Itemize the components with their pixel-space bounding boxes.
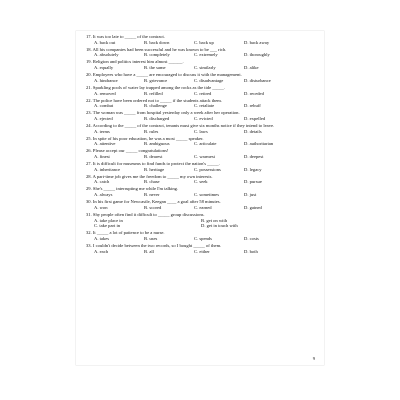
question-list bbox=[86, 34, 316, 256]
answer-option: A. catch bbox=[94, 179, 110, 185]
document-page bbox=[76, 31, 324, 365]
question-item bbox=[86, 47, 316, 58]
answer-option: D. back away bbox=[244, 39, 270, 45]
answer-options bbox=[86, 218, 316, 229]
answer-option: D. legacy bbox=[244, 166, 262, 172]
answer-option: A. back out bbox=[94, 39, 116, 45]
question-stem: 18. All his companies had been successful and he was known to be ___ rich. bbox=[86, 46, 227, 52]
answer-option: A. absolutely bbox=[94, 52, 119, 58]
answer-option: B. refilled bbox=[144, 90, 163, 96]
question-item bbox=[86, 186, 316, 197]
question-stem: 19. Religion and politics interest him almost ______. bbox=[86, 59, 184, 65]
answer-option: A. takes bbox=[94, 235, 110, 241]
answer-option: A. combat bbox=[94, 103, 114, 109]
answer-option: B. scored bbox=[144, 204, 162, 210]
answer-option: B. ambiguous bbox=[144, 141, 170, 147]
question-stem: 32. It _____ a lot of patience to be a nurse. bbox=[86, 230, 165, 236]
answer-option: D. get in touch with bbox=[201, 223, 238, 229]
answer-option: B. challenge bbox=[144, 103, 167, 109]
answer-option: D. details bbox=[244, 128, 262, 134]
answer-option: C. earned bbox=[194, 204, 212, 210]
answer-option: D. costs bbox=[244, 235, 259, 241]
answer-options bbox=[86, 141, 316, 147]
answer-option: B. back down bbox=[144, 39, 170, 45]
answer-option: C. either bbox=[194, 248, 210, 254]
answer-options bbox=[86, 167, 316, 173]
question-item bbox=[86, 34, 316, 45]
answer-options bbox=[86, 103, 316, 109]
answer-option: C. retaliate bbox=[194, 103, 215, 109]
answer-option: B. grievance bbox=[144, 77, 168, 83]
question-stem: 21. Sparkling pools of water lay trapped among the rocks as the tide _____. bbox=[86, 84, 225, 90]
question-item bbox=[86, 110, 316, 121]
question-stem: 26. Please accept our _____ congratulations! bbox=[86, 148, 169, 154]
answer-option: A. each bbox=[94, 248, 109, 254]
answer-option: B. rules bbox=[144, 128, 159, 134]
answer-option: C. sometimes bbox=[194, 192, 220, 198]
question-stem: 20. Employees who have a _____ are encouraged to discuss it with the management. bbox=[86, 72, 242, 78]
question-stem: 22. The police have been ordered not to _____ if the students attack them. bbox=[86, 97, 223, 103]
question-item bbox=[86, 161, 316, 172]
answer-option: C. seek bbox=[194, 179, 208, 185]
question-item bbox=[86, 98, 316, 109]
answer-option: A. won bbox=[94, 204, 108, 210]
question-stem: 17. It was too late to _____ of the contract. bbox=[86, 34, 165, 39]
answer-option: A. always bbox=[94, 192, 113, 198]
question-item bbox=[86, 136, 316, 147]
answer-option: C. laws bbox=[194, 128, 208, 134]
answer-option: D. rebuff bbox=[244, 103, 261, 109]
answer-option: D. deepest bbox=[244, 154, 264, 160]
question-stem: 31. Shy people often find it difficult to _____ group discussions. bbox=[86, 211, 205, 217]
answer-option: D. authoritarian bbox=[244, 141, 274, 147]
question-item bbox=[86, 199, 316, 210]
answer-options bbox=[86, 129, 316, 135]
answer-option: A. removed bbox=[94, 90, 116, 96]
question-stem: 24. According to the _____ of the contract, tenants must give six months notice if they intend to leave. bbox=[86, 122, 275, 128]
question-item bbox=[86, 212, 316, 229]
answer-option: B. the same bbox=[144, 65, 166, 71]
answer-option: D. receded bbox=[244, 90, 264, 96]
question-item bbox=[86, 174, 316, 185]
answer-option: A. take place in bbox=[94, 217, 123, 223]
question-item bbox=[86, 85, 316, 96]
question-stem: 27. It is difficult for museums to find funds to protect the nation's _____. bbox=[86, 161, 220, 167]
answer-option: C. disadvantage bbox=[194, 77, 224, 83]
answer-option: D. disturbance bbox=[244, 77, 271, 83]
question-item bbox=[86, 72, 316, 83]
answer-option: B. heritage bbox=[144, 166, 165, 172]
answer-option: C. similarly bbox=[194, 65, 216, 71]
answer-option: A. equally bbox=[94, 65, 114, 71]
answer-options bbox=[86, 78, 316, 84]
answer-option: D. thoroughly bbox=[244, 52, 270, 58]
answer-option: B. never bbox=[144, 192, 160, 198]
answer-option: B. discharged bbox=[144, 115, 170, 121]
answer-options bbox=[86, 65, 316, 71]
question-item bbox=[86, 148, 316, 159]
answer-option: B. all bbox=[144, 248, 154, 254]
answer-option: A. finest bbox=[94, 154, 110, 160]
answer-options bbox=[86, 52, 316, 58]
answer-option: A. hindrance bbox=[94, 77, 118, 83]
question-stem: 30. In his first game for Newcastle, Keegan ____ a goal after 58 minutes. bbox=[86, 199, 221, 205]
answer-option: C. retired bbox=[194, 90, 212, 96]
answer-option: C. articulate bbox=[194, 141, 217, 147]
answer-option: C. take part in bbox=[94, 223, 121, 229]
answer-option: B. get on with bbox=[201, 217, 228, 223]
answer-option: D. gained bbox=[244, 204, 262, 210]
answer-option: B. chase bbox=[144, 179, 160, 185]
answer-options bbox=[86, 40, 316, 46]
answer-option: C. extremely bbox=[194, 52, 218, 58]
question-item bbox=[86, 230, 316, 241]
page-number: 9 bbox=[312, 356, 315, 361]
answer-option: A. attentive bbox=[94, 141, 116, 147]
answer-option: C. warmest bbox=[194, 154, 215, 160]
answer-option: B. completely bbox=[144, 52, 170, 58]
answer-option: C. possessions bbox=[194, 166, 221, 172]
answer-option: D. pursue bbox=[244, 179, 262, 185]
answer-option: B. uses bbox=[144, 235, 158, 241]
answer-option: B. dearest bbox=[144, 154, 163, 160]
answer-options bbox=[86, 116, 316, 122]
question-stem: 33. I couldn't decide between the two records, so I bought _____ of them. bbox=[86, 242, 222, 248]
answer-options bbox=[86, 179, 316, 185]
answer-options bbox=[86, 236, 316, 242]
question-stem: 28. A part-time job gives me the freedom to _____ my own interests. bbox=[86, 173, 213, 179]
answer-option: D. expelled bbox=[244, 115, 266, 121]
question-stem: 23. The woman was _____ from hospital yesterday only a week after her operation. bbox=[86, 110, 240, 116]
question-item bbox=[86, 123, 316, 134]
question-stem: 29. She's _____ interrupting me while I'm talking. bbox=[86, 186, 179, 192]
answer-option: D. just bbox=[244, 192, 257, 198]
answer-options bbox=[86, 154, 316, 160]
answer-option: C. back up bbox=[194, 39, 214, 45]
answer-options bbox=[86, 192, 316, 198]
answer-option: A. inheritance bbox=[94, 166, 121, 172]
question-item bbox=[86, 59, 316, 70]
answer-option: C. spends bbox=[194, 235, 212, 241]
answer-option: C. evicted bbox=[194, 115, 213, 121]
answer-option: A. terms bbox=[94, 128, 110, 134]
answer-options bbox=[86, 249, 316, 255]
question-item bbox=[86, 243, 316, 254]
answer-option: A. ejected bbox=[94, 115, 113, 121]
answer-options bbox=[86, 205, 316, 211]
answer-option: D. alike bbox=[244, 65, 259, 71]
answer-option: D. both bbox=[244, 248, 258, 254]
question-stem: 25. In spite of his poor education, he was a most _____ speaker. bbox=[86, 135, 204, 141]
answer-options bbox=[86, 91, 316, 97]
